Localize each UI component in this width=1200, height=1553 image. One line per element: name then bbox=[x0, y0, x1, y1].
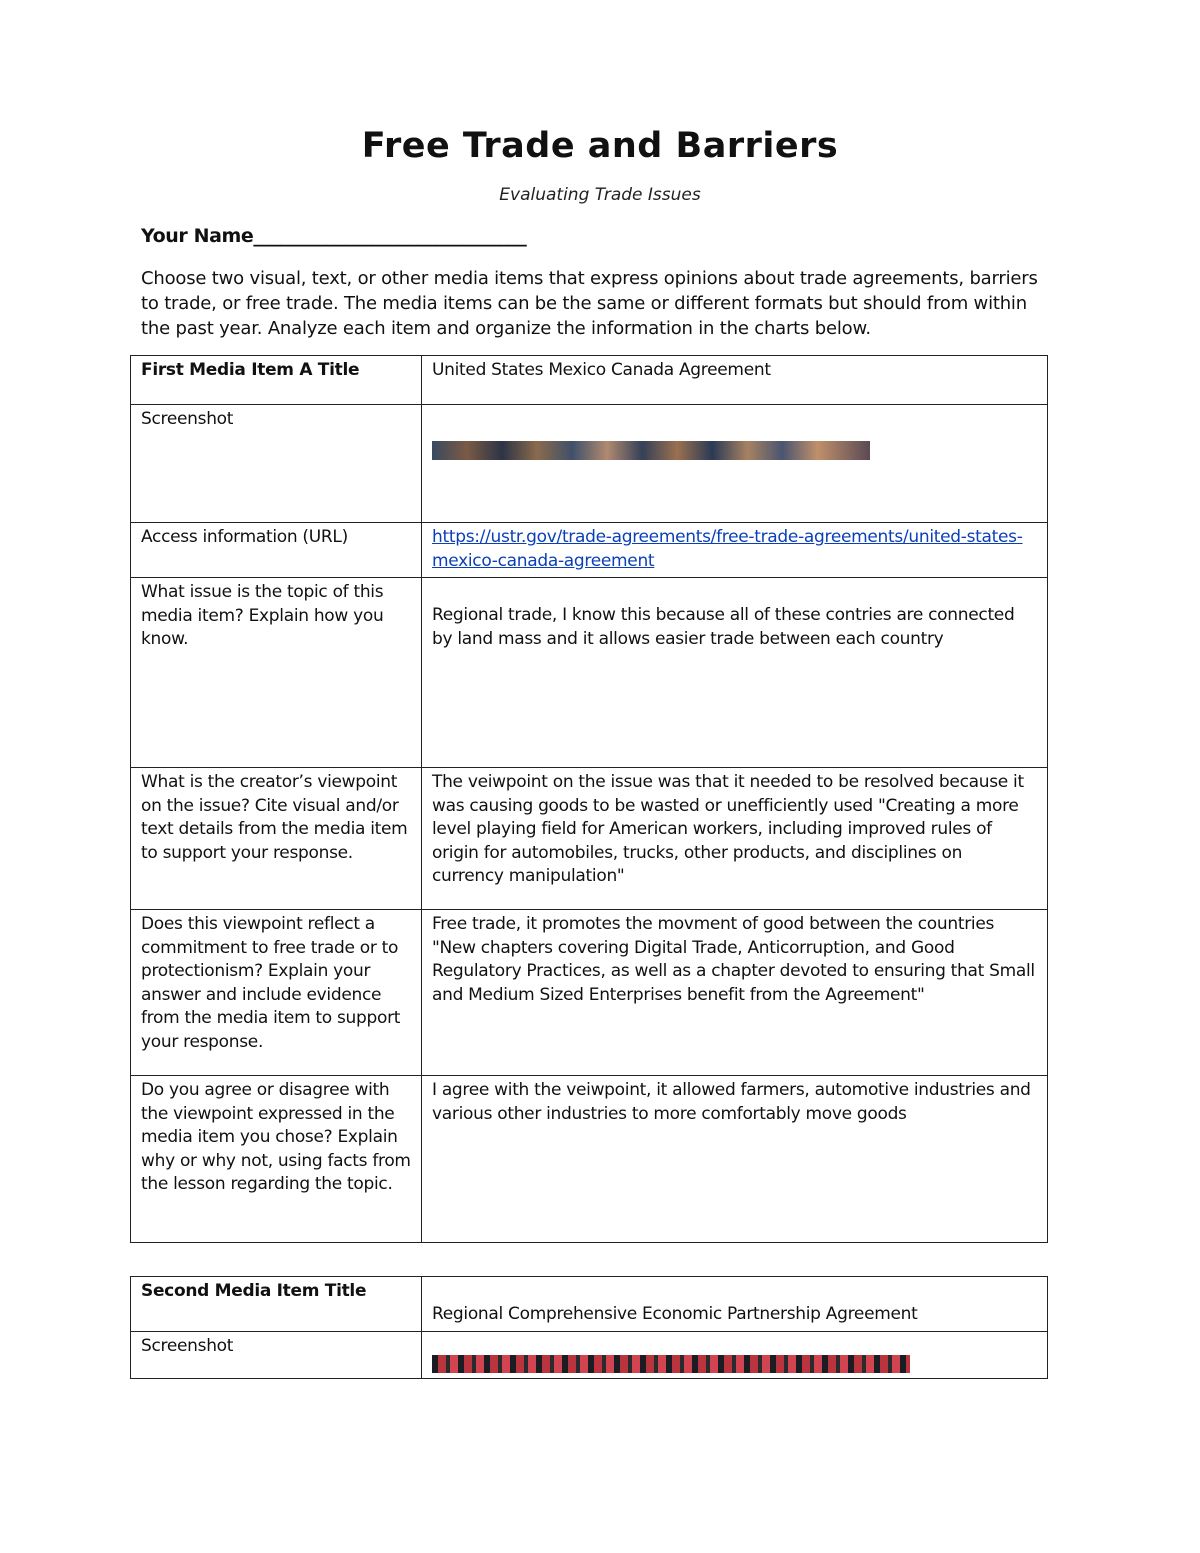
first-screenshot-cell bbox=[422, 405, 1048, 523]
second-title-cell bbox=[422, 1277, 1048, 1332]
second-title-value: Regional Comprehensive Economic Partnership Agreement bbox=[432, 1304, 918, 1324]
first-title-value: United States Mexico Canada Agreement bbox=[422, 356, 1048, 405]
name-field-label: Your Name______________________________ bbox=[141, 225, 527, 247]
first-media-table bbox=[130, 355, 1048, 1243]
first-commitment-label: Does this viewpoint reflect a commitment to free trade or to protectionism? Explain your answer and include evidence from the media item to support your response. bbox=[131, 910, 422, 1076]
table-row bbox=[131, 1331, 1048, 1378]
second-title-label: Second Media Item Title bbox=[131, 1277, 422, 1332]
instructions-paragraph: Choose two visual, text, or other media items that express opinions about trade agreements, barriers to trade, or free trade. The media items can be the same or different formats but should from within the past year. Analyze each item and organize the information in the charts below. bbox=[141, 268, 1038, 339]
second-screenshot-label: Screenshot bbox=[131, 1331, 422, 1378]
table-row bbox=[131, 1277, 1048, 1332]
first-screenshot-image bbox=[432, 441, 870, 460]
table-row bbox=[131, 1076, 1048, 1243]
table-row bbox=[131, 405, 1048, 523]
first-url-cell bbox=[422, 523, 1048, 578]
table-row bbox=[131, 578, 1048, 768]
document-title: Free Trade and Barriers bbox=[361, 126, 839, 166]
first-agree-value: I agree with the veiwpoint, it allowed farmers, automotive industries and various other industries to more comfortably move goods bbox=[422, 1076, 1048, 1243]
first-agree-label: Do you agree or disagree with the viewpoint expressed in the media item you chose? Explain why or why not, using facts from the lesson regarding the topic. bbox=[131, 1076, 422, 1243]
second-screenshot-cell bbox=[422, 1331, 1048, 1378]
first-url-label: Access information (URL) bbox=[131, 523, 422, 578]
first-issue-value: Regional trade, I know this because all of these contries are connected by land mass and it allows easier trade between each country bbox=[432, 605, 1015, 649]
table-row bbox=[131, 768, 1048, 910]
first-title-label: First Media Item A Title bbox=[131, 356, 422, 405]
first-viewpoint-label: What is the creator’s viewpoint on the issue? Cite visual and/or text details from the media item to support your response. bbox=[131, 768, 422, 910]
table-row bbox=[131, 910, 1048, 1076]
second-screenshot-image bbox=[432, 1355, 910, 1373]
table-row bbox=[131, 523, 1048, 578]
first-screenshot-label: Screenshot bbox=[131, 405, 422, 523]
first-viewpoint-value: The veiwpoint on the issue was that it needed to be resolved because it was causing goods to be wasted or unefficiently used "Creating a more level playing field for American workers, including improved rules of origin for automobiles, trucks, other products, and disciplines on currency manipulation" bbox=[422, 768, 1048, 910]
first-commitment-value: Free trade, it promotes the movment of good between the countries "New chapters covering Digital Trade, Anticorruption, and Good Regulatory Practices, as well as a chapter devoted to ensuring that Small and Medium Sized Enterprises benefit from the Agreement" bbox=[422, 910, 1048, 1076]
second-media-table bbox=[130, 1276, 1048, 1379]
first-issue-cell bbox=[422, 578, 1048, 768]
first-url-link[interactable]: https://ustr.gov/trade-agreements/free-trade-agreements/united-states-mexico-canada-agreement bbox=[432, 527, 1023, 571]
document-subtitle: Evaluating Trade Issues bbox=[499, 185, 701, 205]
table-row bbox=[131, 356, 1048, 405]
first-issue-label: What issue is the topic of this media item? Explain how you know. bbox=[131, 578, 422, 768]
